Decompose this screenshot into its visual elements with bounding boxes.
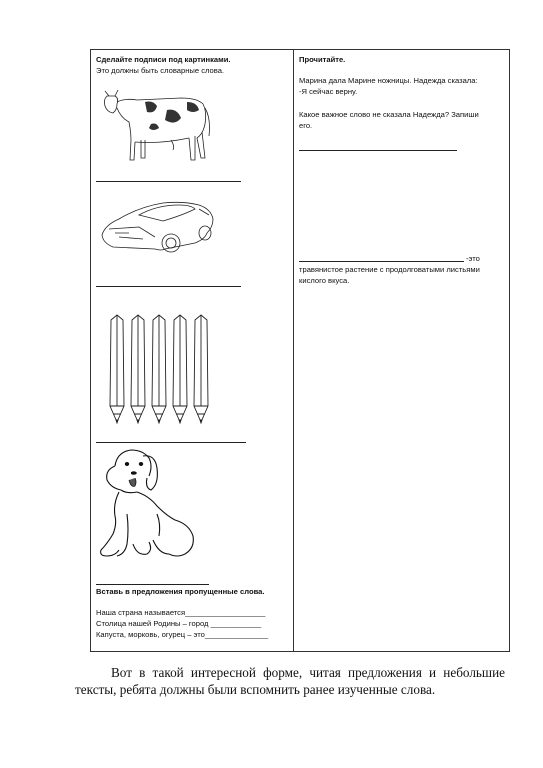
- worksheet-table: [90, 49, 510, 652]
- answer-line-3[interactable]: [96, 442, 246, 443]
- question-line-2: его.: [299, 121, 313, 130]
- question-line-1: Какое важное слово не сказала Надежда? Запиши: [299, 110, 479, 119]
- answer-line-4[interactable]: [96, 584, 209, 585]
- sentence-3: Капуста, морковь, огурец – это_______________: [96, 630, 269, 639]
- sentence-2: Столица нашей Родины – город ____________: [96, 619, 262, 628]
- footer-line-1: Вот в такой интересной форме, читая предложения и небольшие: [111, 665, 505, 680]
- insert-heading: Вставь в предложения пропущенные слова.: [96, 587, 265, 596]
- answer-line-definition[interactable]: [299, 261, 464, 262]
- pencils-icon: [107, 314, 217, 432]
- right-heading: Прочитайте.: [299, 55, 346, 64]
- left-column: [91, 50, 293, 651]
- footer-paragraph: [75, 664, 505, 698]
- answer-line-2[interactable]: [96, 286, 241, 287]
- sentence-1: Наша страна называется___________________: [96, 608, 266, 617]
- dog-icon: [97, 444, 207, 562]
- story-line-1: Марина дала Марине ножницы. Надежда сказала:: [299, 76, 478, 85]
- answer-line-1[interactable]: [96, 181, 241, 182]
- answer-line-question[interactable]: [299, 150, 457, 151]
- left-subheading: Это должны быть словарные слова.: [96, 66, 225, 75]
- footer-line-2: тексты, ребята должны были вспомнить ранее изученные слова.: [75, 682, 436, 697]
- car-icon: [99, 193, 219, 258]
- left-heading: Сделайте подписи под картинками.: [96, 55, 231, 64]
- definition-line-2: кислого вкуса.: [299, 276, 350, 285]
- definition-line-1: травянистое растение с продолговатыми листьями: [299, 265, 480, 274]
- definition-suffix: -это: [466, 254, 480, 263]
- story-line-2: -Я сейчас верну.: [299, 87, 358, 96]
- right-column: [294, 50, 509, 651]
- cow-icon: [101, 88, 216, 173]
